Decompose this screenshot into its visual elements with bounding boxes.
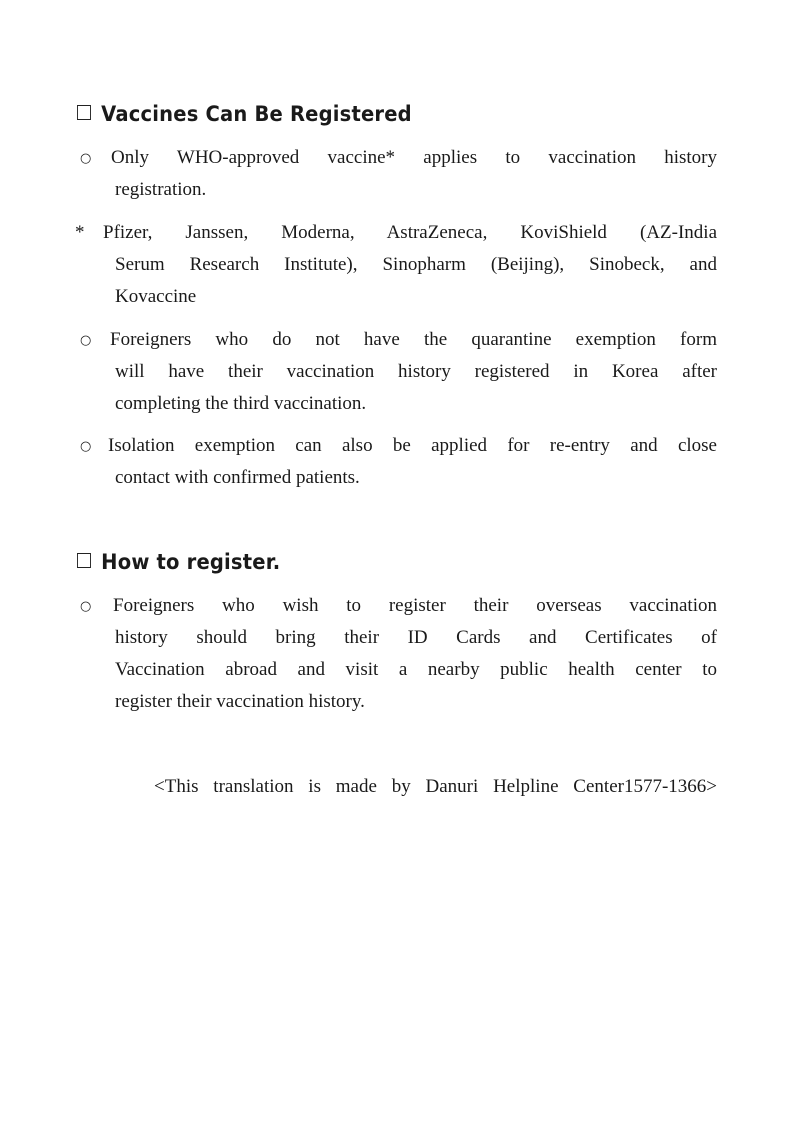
footnote-line: Kovaccine bbox=[115, 286, 197, 307]
footnote-marker: * bbox=[75, 222, 85, 243]
translation-credit: <This translation is made by Danuri Helpline Center1577-1366> bbox=[154, 776, 717, 797]
section-heading-text: Vaccines Can Be Registered bbox=[101, 102, 412, 126]
paragraph-line: Isolation exemption can also be applied for re-entry and close bbox=[108, 435, 717, 456]
paragraph-line: completing the third vaccination. bbox=[115, 393, 367, 414]
circle-bullet-icon: ○ bbox=[80, 333, 92, 348]
paragraph-line: Foreigners who do not have the quarantine exemption form bbox=[110, 329, 717, 350]
section-heading-text: How to register. bbox=[101, 550, 281, 574]
footnote-line: Serum Research Institute), Sinopharm (Beijing), Sinobeck, and bbox=[115, 254, 717, 275]
paragraph-line: will have their vaccination history registered in Korea after bbox=[115, 361, 717, 382]
circle-bullet-icon: ○ bbox=[80, 439, 92, 454]
checkbox-square-icon bbox=[77, 105, 91, 120]
paragraph-line: Vaccination abroad and visit a nearby public health center to bbox=[115, 659, 717, 680]
circle-bullet-icon: ○ bbox=[80, 151, 92, 166]
section-heading-how-to-register bbox=[77, 550, 280, 574]
footnote-line: Pfizer, Janssen, Moderna, AstraZeneca, KoviShield (AZ-India bbox=[103, 222, 717, 243]
paragraph-line: Only WHO-approved vaccine* applies to vaccination history bbox=[111, 147, 717, 168]
paragraph-line: register their vaccination history. bbox=[115, 691, 365, 712]
paragraph-line: registration. bbox=[115, 179, 207, 200]
paragraph-line: contact with confirmed patients. bbox=[115, 467, 360, 488]
checkbox-square-icon bbox=[77, 553, 91, 568]
paragraph-line: history should bring their ID Cards and Certificates of bbox=[115, 627, 717, 648]
section-heading-vaccines bbox=[77, 102, 412, 126]
paragraph-line: Foreigners who wish to register their overseas vaccination bbox=[113, 595, 717, 616]
circle-bullet-icon: ○ bbox=[80, 599, 92, 614]
